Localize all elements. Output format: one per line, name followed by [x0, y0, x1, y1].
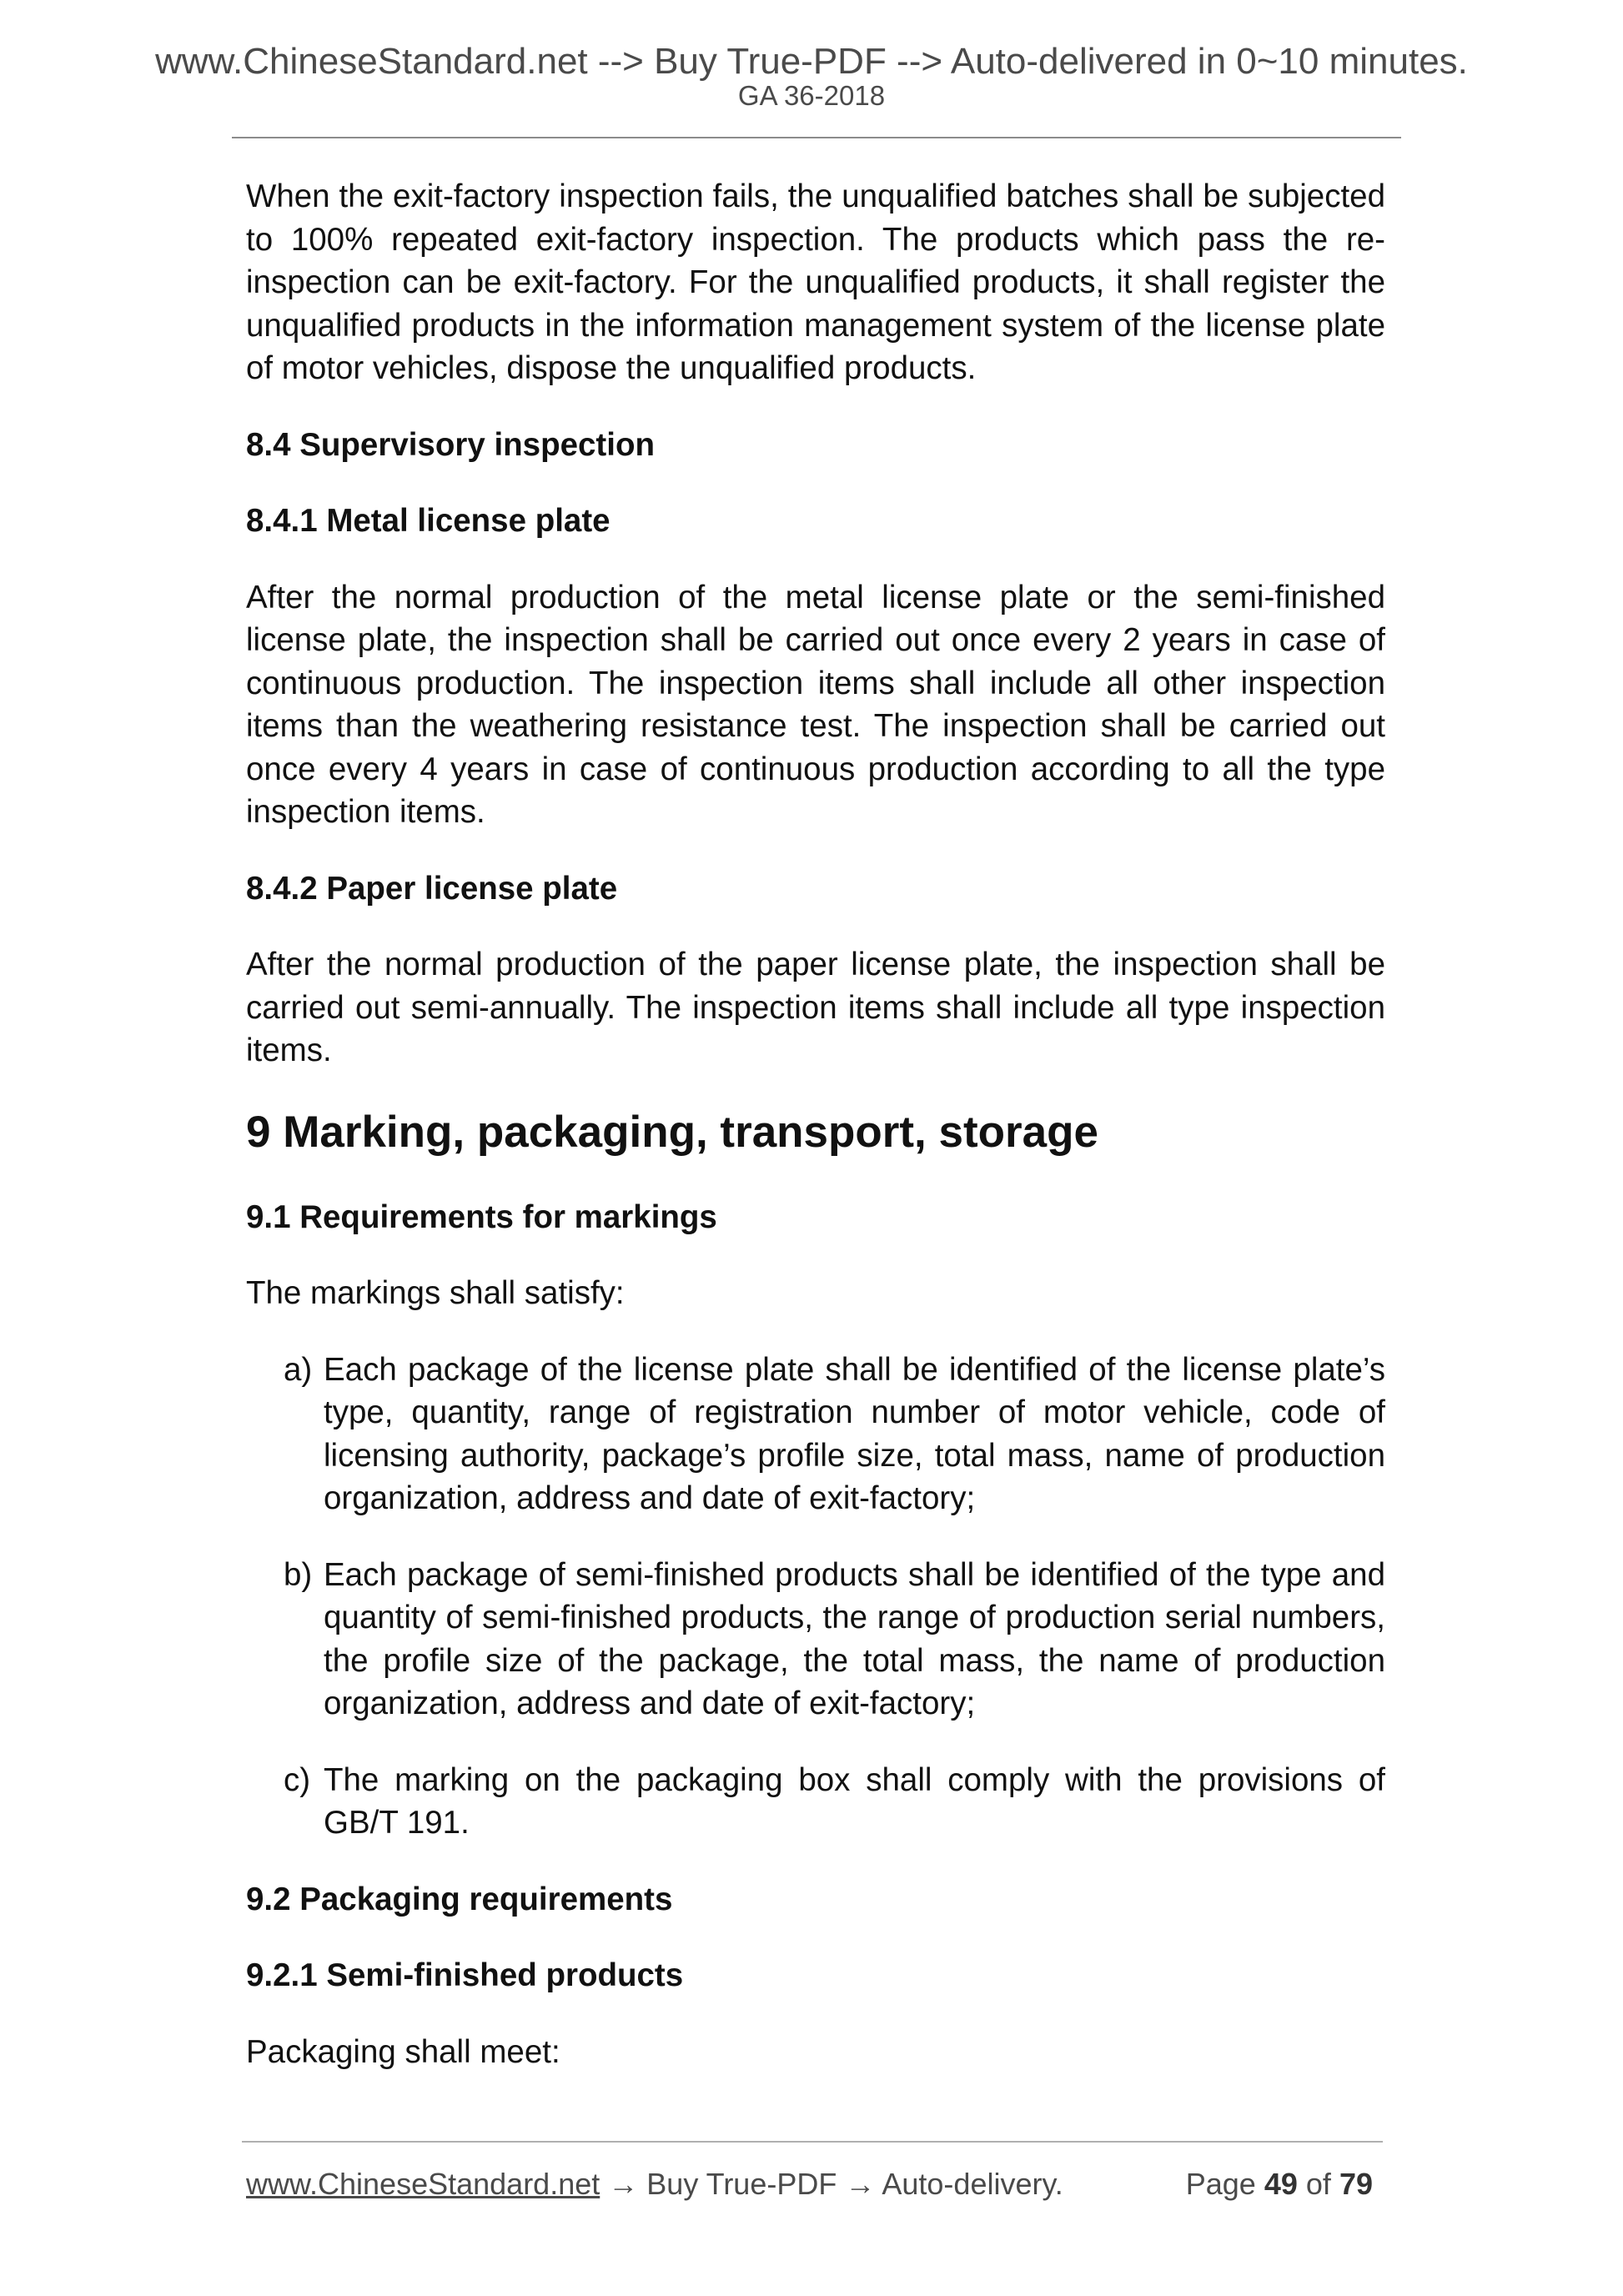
footer-divider: [242, 2141, 1383, 2143]
heading-9: 9 Marking, packaging, transport, storage: [246, 1107, 1098, 1157]
list-item-text: Each package of the license plate shall be identified of the license plate’s type, quantity, range of registration number of motor vehicle, code of licensing authority, package’s profile size, total mass, name of production organization, address and date of exit-factory;: [324, 1351, 1385, 1516]
header-divider: [232, 137, 1401, 138]
page-label: Page: [1185, 2167, 1256, 2201]
heading-8-4: 8.4 Supervisory inspection: [246, 426, 655, 463]
arrow-right-icon: →: [845, 2167, 876, 2201]
list-marker: b): [284, 1556, 313, 1593]
list-item-text: Each package of semi-finished products shall be identified of the type and quantity of semi-finished products, the range of production serial numbers, the profile size of the package, the total mass, the name of production organization, address and date of exit-factory;: [324, 1556, 1385, 1721]
paragraph-9-2-1: Packaging shall meet:: [246, 2033, 560, 2070]
footer-left: [246, 2163, 1063, 2205]
list-item: [246, 1554, 1385, 1726]
page-current: 49: [1264, 2167, 1298, 2201]
page-content: [246, 175, 1385, 2107]
document-code: GA 36-2018: [737, 80, 886, 111]
paragraph-exit-factory-fail: When the exit-factory inspection fails, the unqualified batches shall be subjected to 100% repeated exit-factory inspection. The products which pass the re-inspection can be exit-factory. For the unqualified products, it shall register the unqualified products in the information management system of the license plate of motor vehicles, dispose the unqualified products.: [246, 178, 1385, 386]
list-item: [246, 1759, 1385, 1845]
heading-8-4-2: 8.4.2 Paper license plate: [246, 870, 618, 907]
heading-9-2: 9.2 Packaging requirements: [246, 1881, 673, 1917]
markings-list: [246, 1349, 1385, 1845]
page-footer: [246, 2163, 1385, 2205]
list-item-text: The marking on the packaging box shall comply with the provisions of GB/T 191.: [324, 1761, 1385, 1841]
arrow-right-icon: →: [608, 2167, 639, 2201]
heading-8-4-1: 8.4.1 Metal license plate: [246, 503, 611, 539]
top-banner: www.ChineseStandard.net --> Buy True-PDF --> Auto-delivered in 0~10 minutes.: [155, 41, 1468, 82]
heading-9-1: 9.1 Requirements for markings: [246, 1198, 717, 1235]
page-number: [1186, 2163, 1373, 2205]
heading-9-2-1: 9.2.1 Semi-finished products: [246, 1957, 684, 1993]
list-marker: a): [284, 1351, 313, 1388]
list-item: [246, 1349, 1385, 1520]
footer-buy-text: Buy True-PDF: [646, 2167, 837, 2201]
footer-site-link[interactable]: www.ChineseStandard.net: [246, 2167, 600, 2201]
paragraph-8-4-2: After the normal production of the paper license plate, the inspection shall be carried out semi-annually. The inspection items shall include all type inspection items.: [246, 947, 1385, 1068]
page-total: 79: [1339, 2167, 1373, 2201]
list-marker: c): [284, 1761, 311, 1798]
paragraph-8-4-1: After the normal production of the metal license plate or the semi-finished license plate, the inspection shall be carried out once every 2 years in case of continuous production. The inspection items shall include all other inspection items than the weathering resistance test. The inspection shall be carried out once every 4 years in case of continuous production according to all the type inspection items.: [246, 579, 1385, 830]
footer-delivery-text: Auto-delivery.: [882, 2167, 1063, 2201]
of-label: of: [1305, 2167, 1331, 2201]
paragraph-9-1: The markings shall satisfy:: [246, 1275, 625, 1311]
